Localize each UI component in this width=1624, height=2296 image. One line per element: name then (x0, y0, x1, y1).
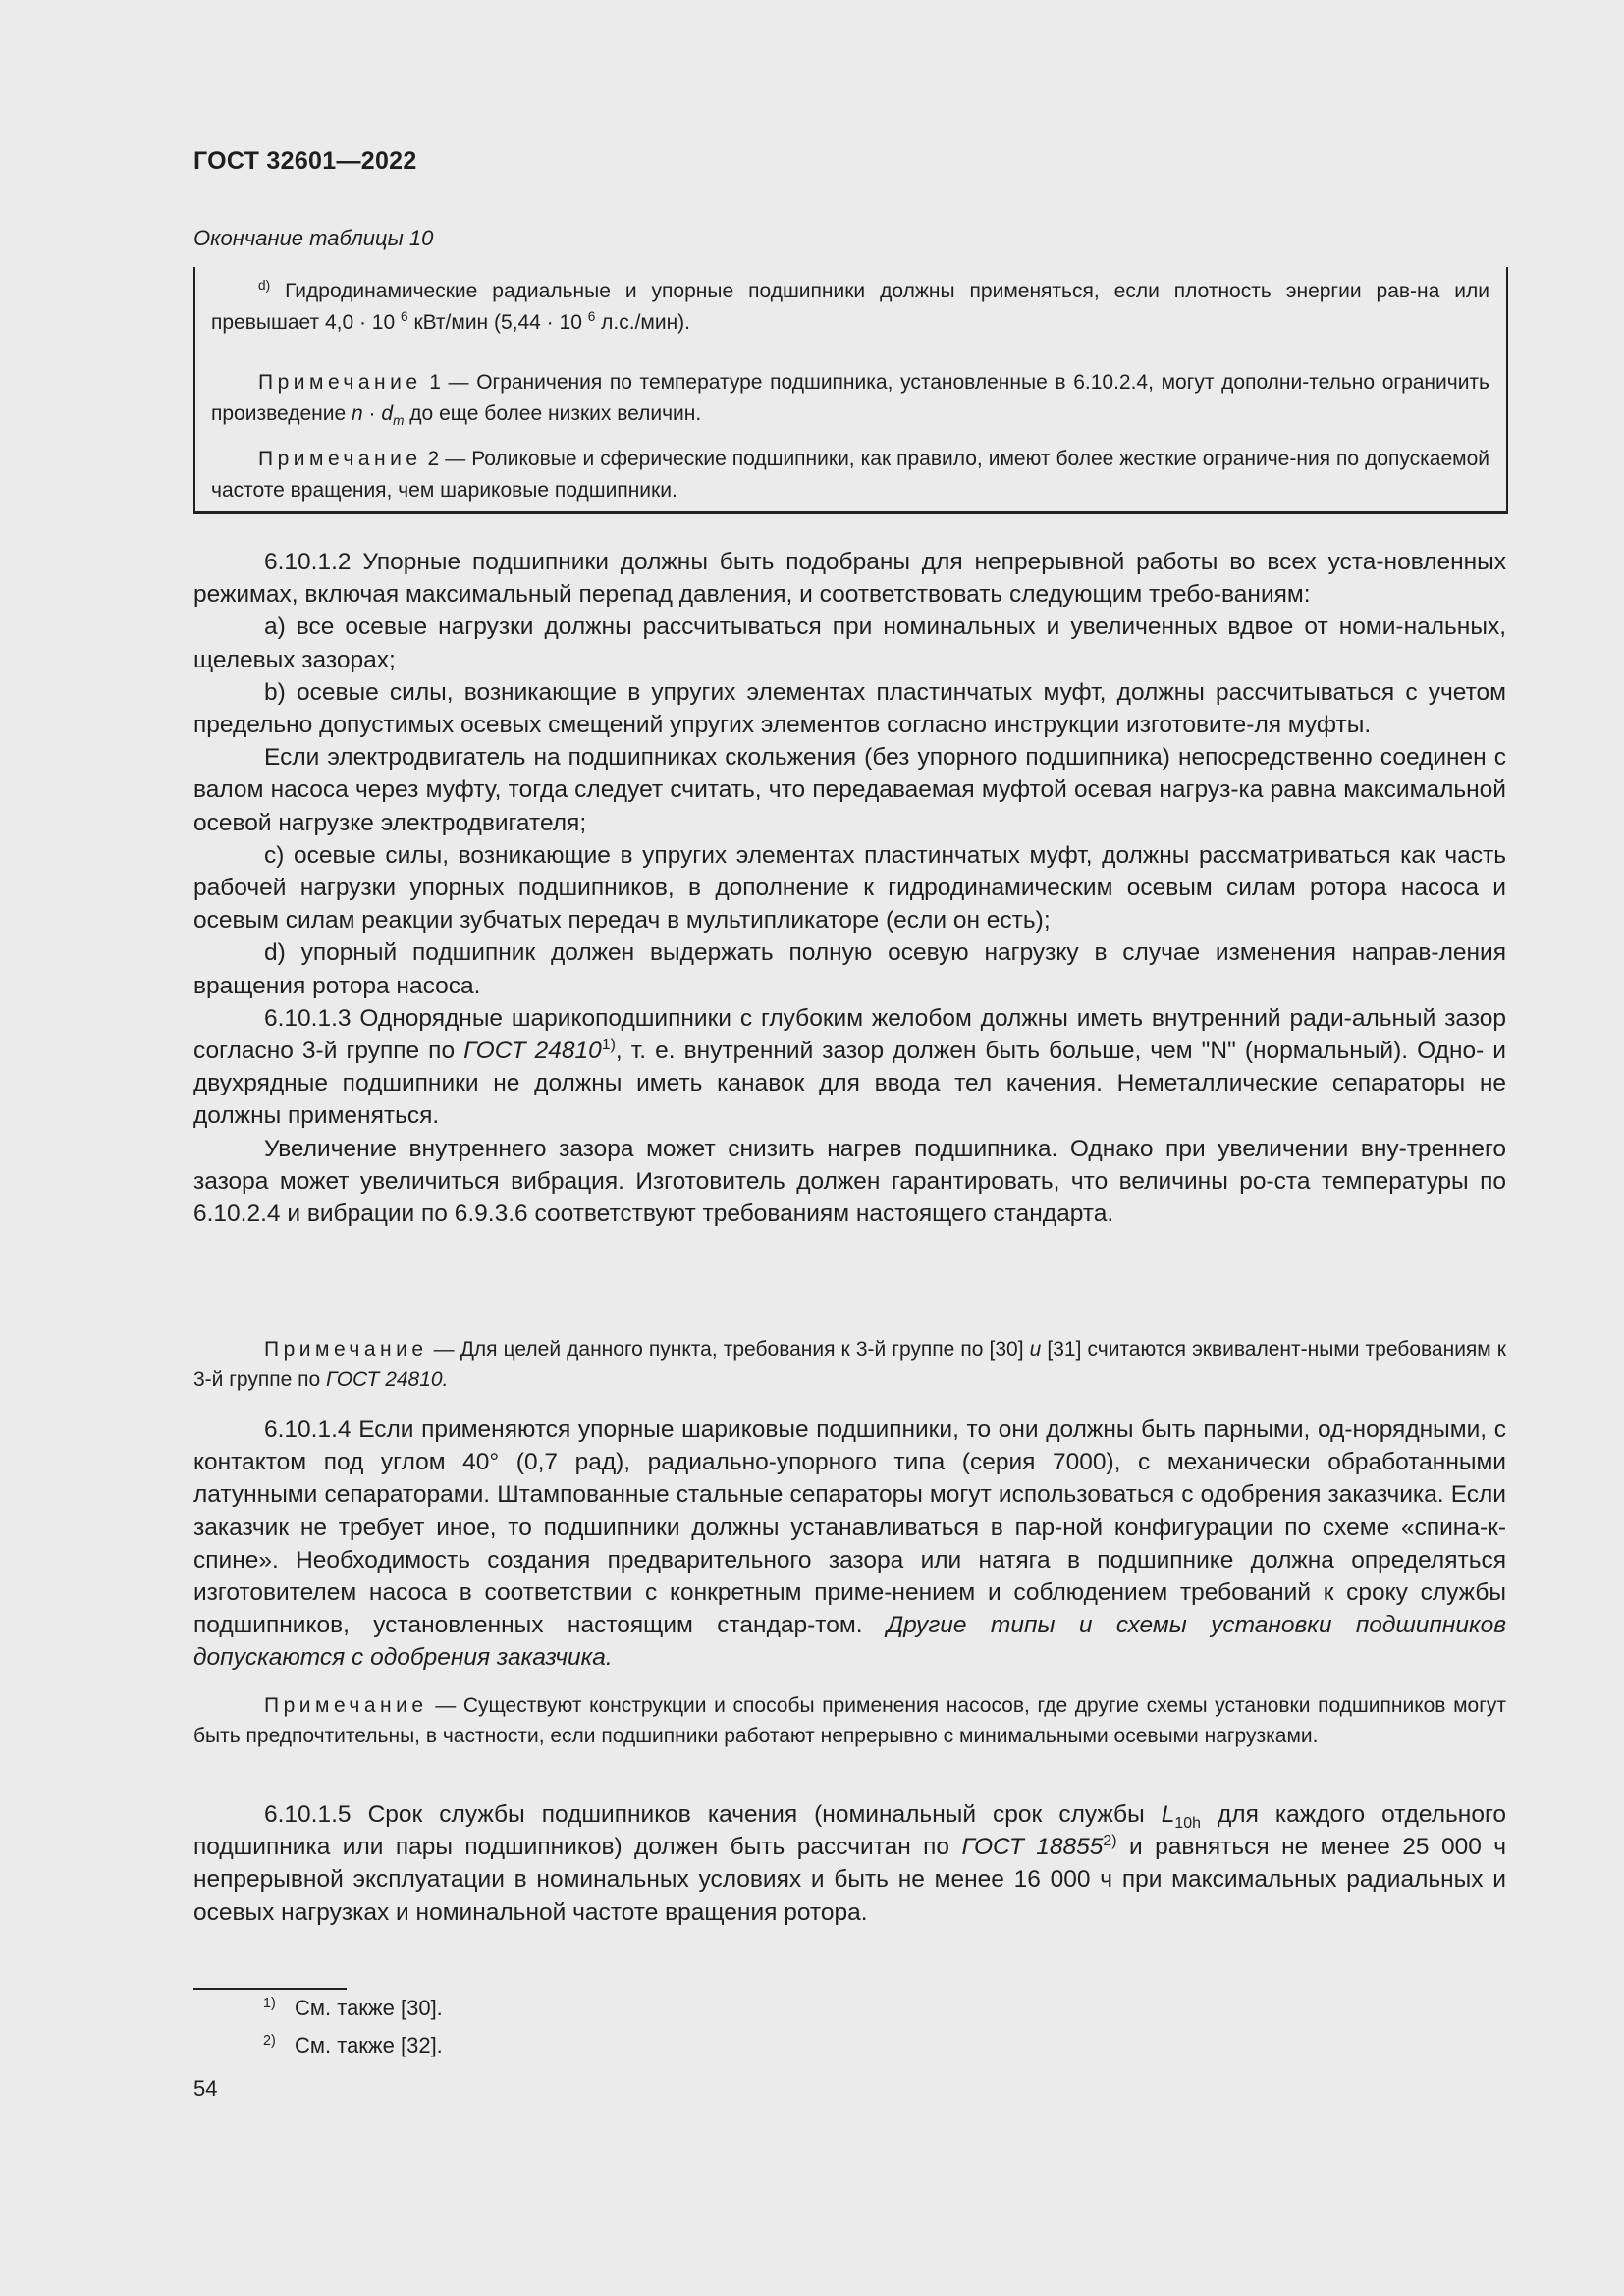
clause-item-b: b) осевые силы, возникающие в упругих элементах пластинчатых муфт, должны рассчитываться с учетом предельно допустимых осевых смещений упругих элементов согласно инструкции изготовите-ля муфты. (193, 678, 1506, 739)
paragraph-motor: Если электродвигатель на подшипниках скольжения (без упорного подшипника) непосредственно соединен с валом насоса через муфту, тогда следует считать, что передаваемая муфтой осевая нагруз-ка равна максимальной осевой нагрузке электродвигателя; (193, 744, 1506, 836)
body-section-2 (193, 1414, 1506, 1675)
clause-item-d: d) упорный подшипник должен выдержать полную осевую нагрузку в случае изменения направ-ления вращения ротора насоса. (193, 939, 1506, 999)
footnote-d: $^{d)}$ Гидродинамические радиальные и упорные подшипники должны применяться, если плотность энергии рав-на или превышает 4,0 · 10 $^6$ кВт/мин (5,44 · 10 $^6$ л.с./мин). (211, 278, 1489, 334)
footnote-1: $^{1)}$ См. также [30]. (263, 1995, 443, 2020)
standard-designation: ГОСТ 32601—2022 (193, 147, 417, 175)
page-number: 54 (193, 2076, 218, 2101)
footnote-2: $^{2)}$ См. также [32]. (263, 2032, 443, 2057)
note-6-10-1-3: Примечание — Для целей данного пункта, требования к 3-й группе по [30] и [31] считаются эквивалент-ными требованиям к 3-й группе по ГОСТ 24810. (193, 1338, 1506, 1391)
footnote-separator (193, 1988, 347, 1990)
clause-item-a: a) все осевые нагрузки должны рассчитываться при номинальных и увеличенных вдвое от номи-нальных, щелевых зазорах; (193, 614, 1506, 673)
note-6-10-1-4: Примечание — Существуют конструкции и способы применения насосов, где другие схемы установки подшипников могут быть предпочтительны, в частности, если подшипники работают непрерывно с минимальными осевыми нагрузками. (193, 1694, 1506, 1747)
table-note-2: Примечание 2 — Роликовые и сферические подшипники, как правило, имеют более жесткие ограниче-ния по допускаемой частоте вращения, чем шариковые подшипники. (211, 448, 1489, 502)
body-section-3 (193, 1798, 1506, 1929)
clause-6-10-1-5: 6.10.1.5 Срок службы подшипников качения (номинальный срок службы $L_{10h}$ для каждого отдельного подшипника или пары подшипников) должен быть рассчитан по ГОСТ 18855$^{2)}$ и равняться не менее 25 000 ч непрерывной эксплуатации в номинальных условиях и быть не менее 16 000 ч при максимальных радиальных и осевых нагрузках и номинальной частоте вращения ротора. (193, 1801, 1506, 1926)
clause-6-10-1-2: 6.10.1.2 Упорные подшипники должны быть подобраны для непрерывной работы во всех уста-новленных режимах, включая максимальный перепад давления, и соответствовать следующим требо-ваниям: (193, 549, 1506, 609)
clause-6-10-1-3: 6.10.1.3 Однорядные шарикоподшипники с глубоким желобом должны иметь внутренний ради-альный зазор согласно 3-й группе по ГОСТ 24810$^{1)}$, т. е. внутренний зазор должен быть больше, чем "N" (нормальный). Одно- и двухрядные подшипники не должны иметь канавок для ввода тел качения. Неметаллические сепараторы не должны применяться. (193, 1004, 1506, 1130)
paragraph-clearance: Увеличение внутреннего зазора может снизить нагрев подшипника. Однако при увеличении вну-треннего зазора может увеличиться вибрация. Изготовитель должен гарантировать, что величины ро-ста температуры по 6.10.2.4 и вибрации по 6.9.3.6 соответствуют требованиям настоящего стандарта. (193, 1135, 1506, 1228)
clause-item-c: c) осевые силы, возникающие в упругих элементах пластинчатых муфт, должны рассматриваться как часть рабочей нагрузки упорных подшипников, в дополнение к гидродинамическим осевым силам ротора насоса и осевым силам реакции зубчатых передач в мультипликаторе (если он есть); (193, 841, 1506, 934)
body-section-1 (193, 546, 1506, 1230)
table-notes-box (193, 267, 1508, 514)
table-note-1: Примечание 1 — Ограничения по температуре подшипника, установленные в 6.10.2.4, могут дополни-тельно ограничить произведение $n \cdot d_m$ до еще более низких величин. (211, 371, 1489, 429)
table-continuation-caption: Окончание таблицы 10 (193, 226, 434, 250)
clause-6-10-1-4: 6.10.1.4 Если применяются упорные шариковые подшипники, то они должны быть парными, од-норядными, с контактом под углом 40° (0,7 рад), радиально-упорного типа (серия 7000), с механически обработанными латунными сепараторами. Штампованные стальные сепараторы могут использоваться с одобрения заказчика. Если заказчик не требует иное, то подшипники должны устанавливаться в пар-ной конфигурации по схеме «спина-к-спине». Необходимость создания предварительного зазора или натяга в подшипнике должна определяться изготовителем насоса в соответствии с конкретным приме-нением и соблюдением требований к сроку службы подшипников, установленных настоящим стандар-том. Другие типы и схемы установки подшипников допускаются с одобрения заказчика. (193, 1416, 1507, 1672)
